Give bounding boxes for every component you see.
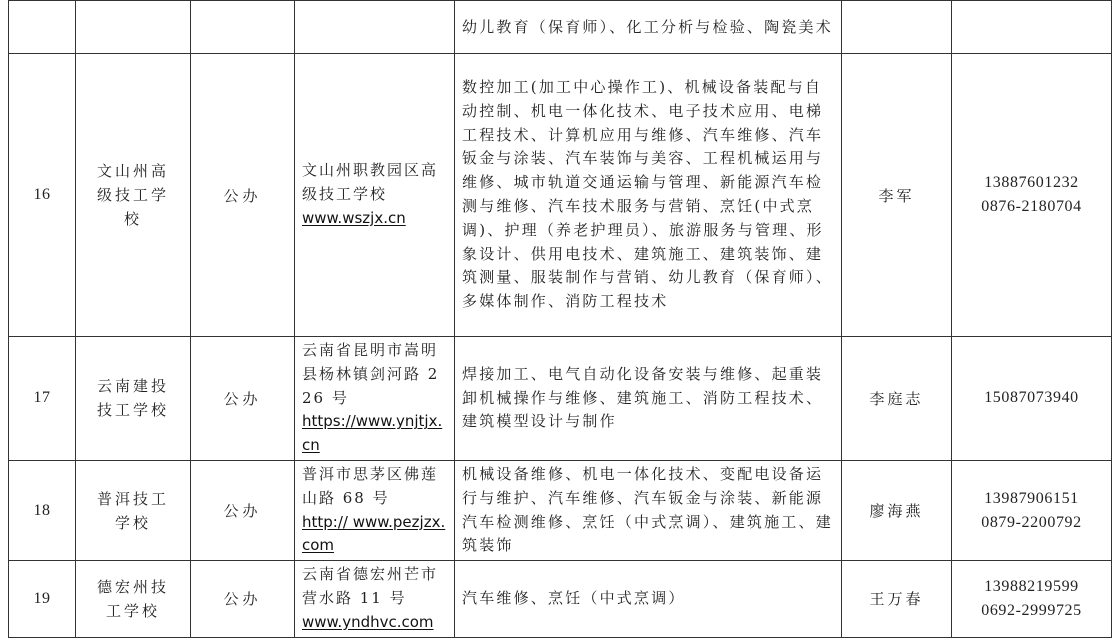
majors-cell: 数控加工(加工中心操作工)、机械设备装配与自动控制、机电一体化技术、电子技术应用、电梯工程技术、计算机应用与维修、汽车维修、汽车钣金与涂装、汽车装饰与美容、工程机械运用与维修、城市轨道交通运输与管理、新能源汽车检测与维修、汽车技术服务与营销、烹饪(中式烹调)、护理（养老护理员）、旅游服务与管理、形象设计、供用电技术、建筑施工、建筑装饰、建筑测量、服装制作与营销、幼儿教育（保育师）、多媒体制作、消防工程技术 [455,54,842,337]
landline-phone: 0876-2180704 [981,198,1082,215]
mobile-phone: 13887601232 [984,174,1079,191]
address-text: 普洱市思茅区佛莲山路 68 号 [302,464,439,507]
school-website-link[interactable]: www.yndhvc.com [302,612,434,631]
address-cell [295,337,455,461]
mobile-phone: 13988219599 [984,577,1079,595]
contact-person-cell: 李军 [842,54,952,337]
majors-cell: 幼儿教育（保育师）、化工分析与检验、陶瓷美术 [455,1,842,54]
index-cell: 19 [9,561,76,637]
school-type-cell: 公办 [191,460,295,560]
table-row [9,337,1112,461]
address-cell [295,54,455,337]
contact-person-cell [842,1,952,54]
school-website-link[interactable]: https://www.ynjtjx.cn [302,412,443,455]
school-name: 文山州高级技工学校 [96,162,169,228]
school-type-cell [191,1,295,54]
contact-person-cell: 王万春 [842,561,952,637]
landline-phone: 0692-2999725 [981,601,1082,619]
school-name: 普洱技工学校 [96,489,169,532]
school-website-link[interactable]: www.wszjx.cn [302,208,406,227]
school-type-cell: 公办 [191,54,295,337]
phone-cell [952,54,1112,337]
table-row [9,1,1112,54]
school-name-cell [76,460,191,560]
index-cell: 18 [9,460,76,560]
address-text: 云南省德宏州芒市营水路 11 号 [302,565,439,607]
address-text: 文山州职教园区高级技工学校 [302,161,439,204]
majors-cell: 汽车维修、烹饪（中式烹调） [455,561,842,637]
school-name-cell [76,337,191,461]
school-type-cell: 公办 [191,561,295,637]
school-name: 云南建投技工学校 [96,377,169,420]
majors-cell: 焊接加工、电气自动化设备安装与维修、起重装卸机械操作与维修、建筑施工、消防工程技术、建筑模型设计与制作 [455,337,842,461]
phone-cell [952,1,1112,54]
majors-cell: 机械设备维修、机电一体化技术、变配电设备运行与维护、汽车维修、汽车钣金与涂装、新能源汽车检测维修、烹饪（中式烹调）、建筑施工、建筑装饰 [455,460,842,560]
table-row [9,460,1112,560]
school-name-cell [76,54,191,337]
school-name: 德宏州技工学校 [96,577,169,620]
address-cell [295,1,455,54]
index-cell [9,1,76,54]
school-type-cell: 公办 [191,337,295,461]
mobile-phone: 15087073940 [984,389,1079,407]
address-text: 云南省昆明市嵩明县杨林镇剑河路 226 号 [302,341,440,407]
school-name-cell [76,1,191,54]
phone-cell [952,460,1112,560]
school-table [8,0,1112,638]
contact-person-cell: 李庭志 [842,337,952,461]
contact-person-cell: 廖海燕 [842,460,952,560]
index-cell: 16 [9,54,76,337]
landline-phone: 0879-2200792 [981,513,1082,531]
phone-cell [952,337,1112,461]
school-website-link[interactable]: http:// www.pezjzx.com [302,512,446,555]
mobile-phone: 13987906151 [984,489,1079,507]
table-row [9,54,1112,337]
address-cell [295,460,455,560]
index-cell: 17 [9,337,76,461]
